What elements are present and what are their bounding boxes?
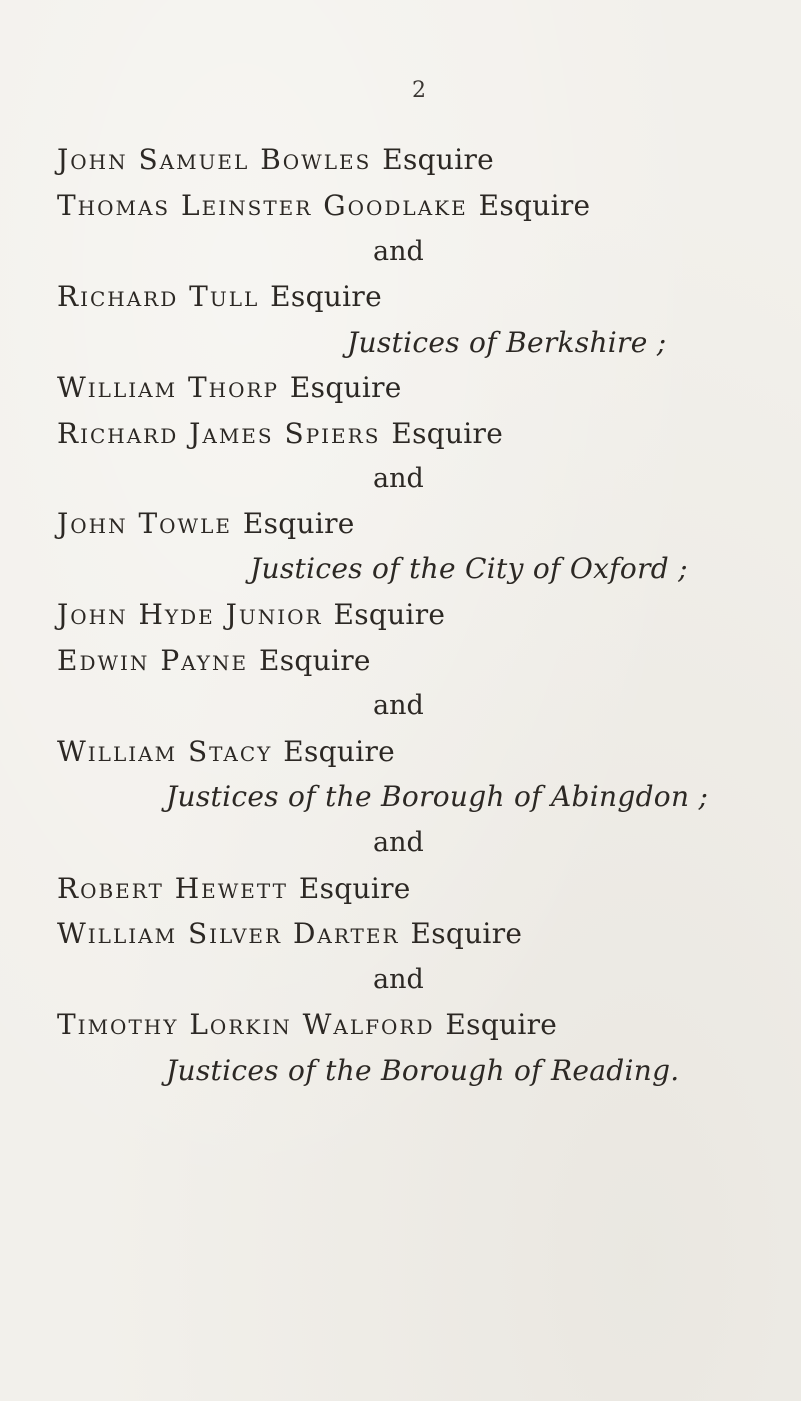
justice-title: Esquire bbox=[259, 644, 371, 677]
justice-name: Edwin Payne bbox=[57, 644, 249, 677]
justice-title: Esquire bbox=[445, 1008, 558, 1041]
justice-name-line bbox=[57, 189, 590, 223]
jurisdiction-heading: Justices of Berkshire ; bbox=[347, 326, 667, 359]
jurisdiction-heading: Justices of the Borough of Abingdon ; bbox=[166, 780, 709, 813]
justice-name-line bbox=[57, 872, 411, 906]
justice-name: Richard James Spiers bbox=[57, 417, 381, 450]
justice-name: Richard Tull bbox=[57, 280, 260, 313]
justice-name-line bbox=[57, 1008, 557, 1042]
justice-name: Thomas Leinster Goodlake bbox=[57, 189, 468, 222]
conjunction-and: and bbox=[373, 964, 424, 995]
justice-title: Esquire bbox=[242, 507, 355, 540]
justice-name: John Towle bbox=[57, 507, 232, 540]
justice-title: Esquire bbox=[289, 371, 402, 404]
justice-name-line bbox=[57, 280, 382, 314]
justice-name: William Silver Darter bbox=[57, 917, 400, 950]
conjunction-and: and bbox=[373, 827, 424, 858]
conjunction-and: and bbox=[373, 236, 424, 267]
justice-name: William Stacy bbox=[57, 735, 273, 768]
jurisdiction-heading: Justices of the City of Oxford ; bbox=[250, 552, 688, 585]
justice-title: Esquire bbox=[298, 872, 411, 905]
page-number: 2 bbox=[412, 78, 426, 103]
jurisdiction-heading: Justices of the Borough of Reading. bbox=[166, 1054, 680, 1087]
justice-name-line bbox=[57, 644, 371, 678]
justice-name: Robert Hewett bbox=[57, 872, 288, 905]
conjunction-and: and bbox=[373, 690, 424, 721]
justice-title: Esquire bbox=[391, 417, 504, 450]
justice-name-line bbox=[57, 598, 445, 632]
justice-name: Timothy Lorkin Walford bbox=[57, 1008, 435, 1041]
justice-name-line bbox=[57, 417, 503, 451]
justice-name: John Hyde Junior bbox=[57, 598, 323, 631]
justice-title: Esquire bbox=[382, 143, 495, 176]
conjunction-and: and bbox=[373, 463, 424, 494]
justice-title: Esquire bbox=[478, 189, 591, 222]
justice-title: Esquire bbox=[410, 917, 523, 950]
justice-name-line bbox=[57, 507, 355, 541]
justice-name: William Thorp bbox=[57, 371, 279, 404]
justice-name-line bbox=[57, 371, 402, 405]
justice-title: Esquire bbox=[270, 280, 382, 313]
justice-title: Esquire bbox=[333, 598, 446, 631]
justice-name-line bbox=[57, 143, 494, 177]
justice-title: Esquire bbox=[283, 735, 396, 768]
justice-name: John Samuel Bowles bbox=[57, 143, 372, 176]
justice-name-line bbox=[57, 917, 522, 951]
justice-name-line bbox=[57, 735, 395, 769]
